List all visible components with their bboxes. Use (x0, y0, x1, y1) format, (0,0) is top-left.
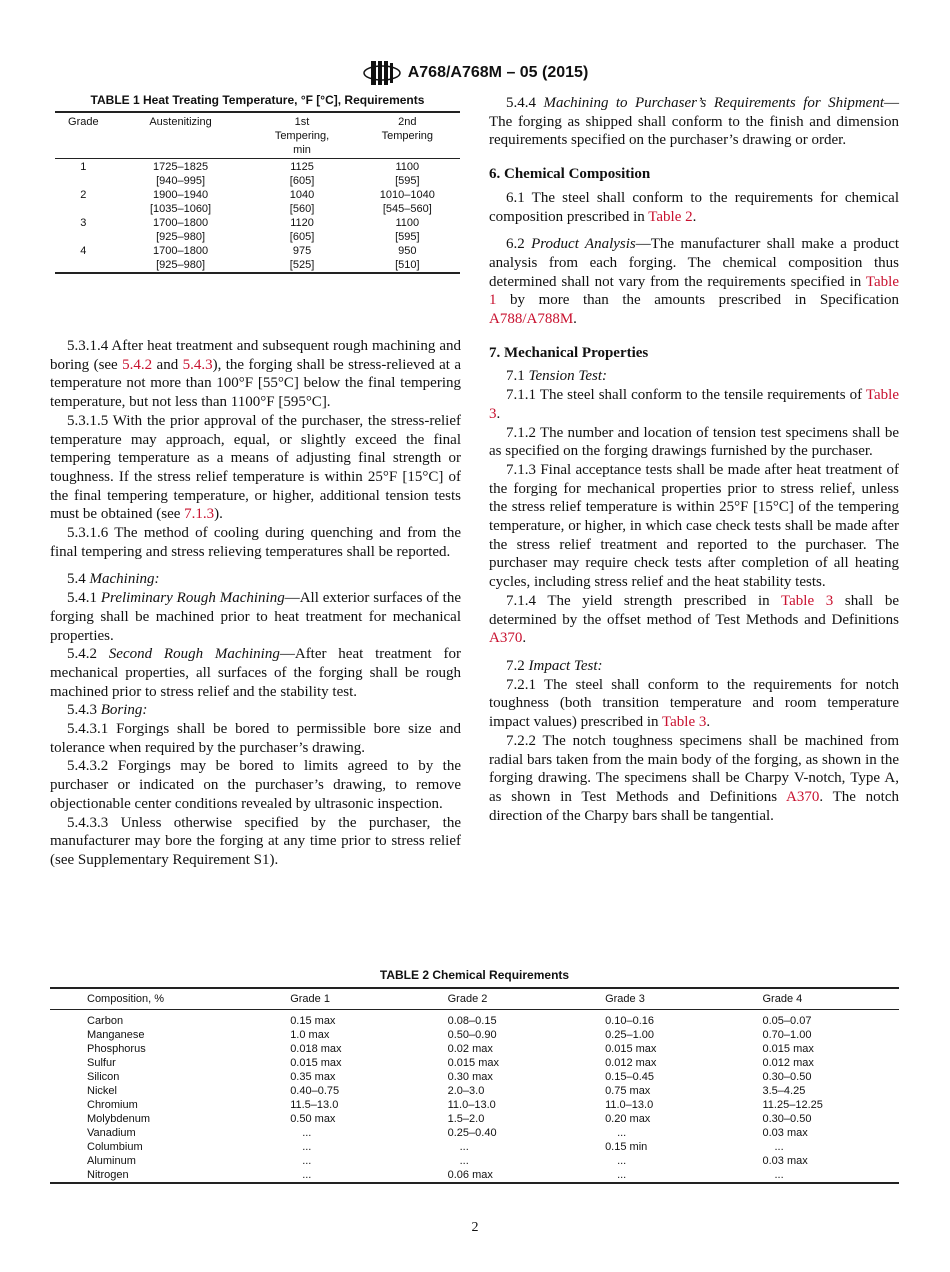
italic-text: Product Analysis (531, 236, 636, 253)
table-row (50, 1056, 899, 1070)
text: —The manufacturer shall make a product analysis from each forging. The chemical composition thus determined shall not vary from the requirements specified in (489, 236, 900, 290)
table-row (50, 1010, 899, 1029)
paragraph (50, 589, 461, 645)
cross-reference-link[interactable]: 5.4.2 (122, 356, 153, 373)
text: 5.3.1.4 After heat treatment and subsequent rough machining and boring (see (50, 338, 461, 373)
paragraph (489, 424, 899, 461)
paragraph (50, 570, 461, 589)
table-cell: [925–980] (156, 259, 205, 271)
table-row (50, 1084, 899, 1098)
text: ), the forging shall be stress-relieved at a temperature not more than 100°F [55°C] below the final tempering temperature, but not less than 1100°F [595°C]. (50, 356, 461, 411)
table-cell: 11.0–13.0 (605, 1099, 654, 1111)
text: 7.1.1 The steel shall conform to the tensile requirements of (506, 387, 866, 404)
table-cell: [605] (289, 175, 315, 187)
table-cell: 3.5–4.25 (762, 1085, 806, 1097)
text: 5.4.2 (67, 646, 109, 663)
table-cell: Columbium (87, 1141, 143, 1153)
text: 5.4.4 (506, 95, 544, 111)
table-cell: Sulfur (87, 1057, 116, 1069)
table-cell: Chromium (87, 1099, 138, 1111)
text: 7.1 (506, 368, 529, 385)
table-cell: ... (302, 1155, 312, 1167)
table-cell: Manganese (87, 1029, 145, 1041)
table-row (50, 1070, 899, 1084)
cross-reference-link[interactable]: Table 2 (648, 208, 693, 225)
table-cell: 0.10–0.16 (605, 1015, 654, 1027)
text: 5.4.3.1 Forgings shall be bored to permissible bore size and tolerance when required by the purchaser’s drawing. (50, 721, 461, 756)
table-row (55, 258, 460, 273)
table-row (50, 1140, 899, 1154)
table-cell: 0.015 max (447, 1057, 499, 1069)
table-1-header: Austenitizing (112, 112, 250, 159)
table-cell: 0.15 max (290, 1015, 336, 1027)
table-cell: 0.30–0.50 (762, 1071, 812, 1083)
text: 7.2 (506, 657, 529, 674)
table-cell: 4 (80, 245, 87, 257)
text: . (573, 311, 577, 328)
text: 5.3.1.5 With the prior approval of the purchaser, the stress-relief temperature may approach, equal, or slightly exceed the final tempering temperature as a means of adjusting final strength or toughness. If the stress relief temperature is within 25°F [15°C] of the final tempering temperature, or higher, additional tension tests must be obtained (see (50, 412, 461, 523)
paragraph (489, 732, 899, 826)
table-cell: ... (617, 1169, 627, 1181)
page-header (0, 58, 950, 88)
table-cell: Aluminum (87, 1155, 136, 1167)
table-row (55, 188, 460, 202)
table-cell: 0.30–0.50 (762, 1113, 812, 1125)
table-cell: 11.25–12.25 (762, 1099, 823, 1111)
text: —After heat treatment for mechanical properties, all surfaces of the forging shall be rough machined prior to stress relief and the stability test. (50, 646, 462, 700)
text: . The notch direction of the Charpy bars shall be tangential. (489, 788, 899, 824)
table-cell: 0.75 max (605, 1085, 651, 1097)
table-cell: 0.018 max (290, 1043, 342, 1055)
text: . (496, 405, 501, 422)
table-cell: ... (774, 1169, 784, 1181)
table-cell: 0.70–1.00 (762, 1029, 812, 1041)
table-cell (55, 258, 112, 273)
paragraph (489, 592, 899, 648)
text: 5.4 (67, 571, 90, 588)
table-cell: [925–980] (156, 231, 205, 243)
table-cell (55, 230, 112, 244)
cross-reference-link[interactable]: A370 (489, 630, 523, 647)
table-row (55, 159, 460, 175)
table-cell (55, 202, 112, 216)
left-column (50, 337, 461, 870)
paragraph (489, 386, 899, 423)
table-cell: 1900–1940 (153, 189, 209, 201)
table-cell: [525] (289, 259, 315, 271)
table-cell: [940–995] (156, 175, 205, 187)
table-cell: [510] (395, 259, 420, 271)
table-cell: 1120 (290, 217, 314, 229)
cross-reference-link[interactable]: Table 3 (781, 592, 834, 609)
table-row (55, 174, 460, 188)
table-cell: ... (302, 1141, 312, 1153)
text: by more than the amounts prescribed in Specification (496, 292, 899, 309)
text: . (692, 208, 697, 225)
text: 5.4.1 (67, 590, 101, 607)
table-cell: 1700–1800 (153, 245, 209, 257)
table-row (50, 1098, 899, 1112)
cross-reference-link[interactable]: A788/A788M (489, 311, 574, 328)
text: 7.1.2 The number and location of tension test specimens shall be as specified on the forging drawings furnished by the purchaser. (489, 424, 899, 460)
section-heading (489, 165, 899, 184)
table-cell: 1 (80, 161, 87, 173)
italic-text: Boring: (100, 702, 148, 719)
table-cell: 0.25–1.00 (605, 1029, 654, 1041)
table-1-header: Grade (55, 112, 112, 159)
table-cell: 11.5–13.0 (290, 1099, 339, 1111)
table-cell: 0.25–0.40 (447, 1127, 497, 1139)
paragraph (50, 814, 461, 870)
table-row (50, 1126, 899, 1140)
page-number: 2 (471, 1220, 479, 1235)
table-row (50, 1028, 899, 1042)
paragraph (489, 367, 899, 386)
paragraph (50, 645, 461, 701)
italic-text: Impact Test: (528, 657, 603, 674)
table-cell: 11.0–13.0 (447, 1099, 496, 1111)
table-cell: 0.30 max (447, 1071, 493, 1083)
paragraph (489, 461, 899, 592)
text: shall be determined by the offset method of Test Methods and Definitions (489, 592, 899, 628)
table-1-header: 2nd Tempering (355, 112, 460, 159)
table-cell: ... (774, 1141, 784, 1153)
table-cell: 0.15–0.45 (605, 1071, 654, 1083)
paragraph (489, 657, 899, 676)
cross-reference-link[interactable]: Table 3 (489, 387, 899, 422)
text: —The forging as shipped shall conform to the finish and dimension requirements specified on the purchaser’s drawing or order. (489, 95, 900, 149)
table-cell: Vanadium (87, 1127, 136, 1139)
table-row (50, 1112, 899, 1126)
cross-reference-link[interactable]: 7.1.3 (184, 506, 215, 523)
table-cell: 1100 (395, 161, 420, 173)
paragraph (50, 757, 461, 813)
table-cell: Nickel (87, 1085, 117, 1097)
table-cell: Phosphorus (87, 1043, 146, 1055)
text: 5.4.3 (67, 702, 101, 719)
table-1-caption: TABLE 1 Heat Treating Temperature, °F [°C], Requirements (90, 93, 425, 107)
table-row (55, 216, 460, 230)
paragraph (50, 720, 461, 757)
table-cell: 1.0 max (290, 1029, 330, 1041)
table-cell: 1040 (289, 189, 315, 201)
paragraph (50, 412, 461, 524)
table-2 (50, 968, 899, 1184)
paragraph (50, 337, 461, 412)
text: 7.1.4 The yield strength prescribed in (506, 592, 782, 609)
text: 6.2 (506, 236, 532, 253)
table-1-header: 1st Tempering, min (249, 112, 354, 159)
table-cell: ... (302, 1169, 312, 1181)
italic-text: Preliminary Rough Machining (100, 590, 285, 607)
table-2-header: Composition, % (50, 988, 253, 1010)
table-cell: [595] (395, 231, 420, 243)
table-2-header: Grade 4 (726, 988, 900, 1010)
text: 5.3.1.6 The method of cooling during quenching and from the final tempering and stress relieving temperatures shall be reported. (50, 525, 461, 560)
table-cell: 0.02 max (447, 1043, 493, 1055)
text: 5.4.3.2 Forgings may be bored to limits agreed to by the purchaser or indicated on the purchaser’s drawing, to remove objectionable center conditions revealed by ultrasonic inspection. (50, 758, 461, 812)
italic-text: Tension Test: (528, 368, 608, 385)
table-cell: ... (617, 1155, 627, 1167)
text: 6. Chemical Composition (489, 166, 651, 183)
table-cell: [545–560] (382, 203, 432, 215)
table-cell: Silicon (87, 1071, 120, 1083)
table-cell: 0.015 max (762, 1043, 814, 1055)
table-cell: 0.50 max (290, 1113, 336, 1125)
table-cell: 1125 (290, 161, 314, 173)
table-2-header: Grade 1 (253, 988, 410, 1010)
table-cell: 950 (398, 245, 417, 257)
italic-text: Machining: (89, 571, 160, 588)
table-cell: 1.5–2.0 (447, 1113, 485, 1125)
table-cell: ... (459, 1141, 469, 1153)
paragraph (489, 189, 899, 226)
table-row (50, 1154, 899, 1168)
table-cell: 1700–1800 (153, 217, 209, 229)
italic-text: Second Rough Machining (108, 646, 280, 663)
table-cell: [595] (395, 175, 420, 187)
table-cell (55, 174, 112, 188)
text: 7.2.2 The notch toughness specimens shall be machined from radial bars taken from the main body of the forging, as shown in the forging drawing. The specimens shall be Charpy V-notch, Type A, as shown in Test Methods and Definitions (489, 732, 899, 805)
table-cell: Carbon (87, 1015, 124, 1027)
cross-reference-link[interactable]: 5.4.3 (182, 356, 213, 373)
table-2-header: Grade 3 (568, 988, 725, 1010)
text: —All exterior surfaces of the forging shall be machined prior to heat treatment for mechanical properties. (50, 590, 461, 644)
table-cell: ... (617, 1127, 627, 1139)
paragraph (489, 235, 899, 329)
table-cell: 3 (80, 217, 87, 229)
table-cell: 1100 (395, 217, 420, 229)
text: . (706, 714, 711, 731)
table-cell: 975 (292, 245, 312, 257)
table-row (55, 230, 460, 244)
text: ). (214, 506, 223, 523)
table-cell: 2.0–3.0 (447, 1085, 485, 1097)
paragraph (50, 701, 461, 720)
document-designation: A768/A768M – 05 (2015) (407, 64, 589, 81)
table-row (55, 202, 460, 216)
table-cell: 0.35 max (290, 1071, 336, 1083)
table-cell: ... (459, 1155, 469, 1167)
table-cell: 0.08–0.15 (447, 1015, 497, 1027)
text: 6.1 The steel shall conform to the requirements for chemical composition prescribed in (489, 189, 899, 225)
table-cell: 0.50–0.90 (447, 1029, 497, 1041)
table-cell: ... (302, 1127, 312, 1139)
table-1 (55, 93, 460, 274)
table-row (55, 244, 460, 258)
table-2-header: Grade 2 (411, 988, 568, 1010)
cross-reference-link[interactable]: Table 1 (489, 273, 899, 309)
text: and (152, 356, 183, 373)
text: 5.4.3.3 Unless otherwise specified by the purchaser, the manufacturer may bore the forging at any time prior to stress relief (see Supplementary Requirement S1). (50, 814, 461, 868)
table-cell: Nitrogen (87, 1169, 129, 1181)
table-cell: 0.012 max (762, 1057, 814, 1069)
table-row (50, 1042, 899, 1056)
table-cell: 0.40–0.75 (290, 1085, 340, 1097)
table-cell: [560] (289, 203, 315, 215)
table-cell: 0.03 max (762, 1127, 808, 1139)
table-cell: 1010–1040 (379, 189, 435, 201)
table-cell: 0.012 max (605, 1057, 657, 1069)
text: . (522, 630, 527, 647)
paragraph (489, 676, 899, 732)
text: 7.2.1 The steel shall conform to the requirements for notch toughness (both transition temperature and room temperature impact values) prescribed in (489, 676, 899, 731)
table-cell: 0.06 max (447, 1169, 493, 1181)
section-heading (489, 344, 899, 363)
paragraph (489, 94, 899, 150)
astm-logo-icon (362, 58, 402, 88)
table-cell: 0.03 max (762, 1155, 808, 1167)
cross-reference-link[interactable]: A370 (786, 788, 820, 805)
paragraph (50, 524, 461, 561)
table-cell: 0.20 max (605, 1113, 651, 1125)
table-cell: Molybdenum (87, 1113, 150, 1125)
table-2-caption: TABLE 2 Chemical Requirements (379, 968, 570, 982)
table-cell: 0.15 min (605, 1141, 648, 1153)
cross-reference-link[interactable]: Table 3 (662, 714, 707, 731)
text: 7. Mechanical Properties (489, 344, 649, 361)
table-cell: [1035–1060] (149, 203, 212, 215)
table-cell: 0.015 max (605, 1043, 657, 1055)
text: 7.1.3 Final acceptance tests shall be made after heat treatment of the forging for mechanical properties prior to stress relief, unless the stress relief temperature is within 25°F [15°C] of the tempering temperature, or higher, in which case check tests shall be made after the stress relief treatment and reported to the purchaser. The purchaser may require check tests after completion of all heating cycles, including stress relief and the heat stability tests. (489, 461, 899, 591)
table-cell: [605] (289, 231, 315, 243)
table-cell: 2 (80, 189, 87, 201)
table-cell: 0.015 max (290, 1057, 342, 1069)
italic-text: Machining to Purchaser’s Requirements for Shipment (543, 95, 885, 111)
table-cell: 0.05–0.07 (762, 1015, 812, 1027)
table-cell: 1725–1825 (153, 161, 209, 173)
table-row (50, 1168, 899, 1183)
right-column (489, 94, 899, 825)
